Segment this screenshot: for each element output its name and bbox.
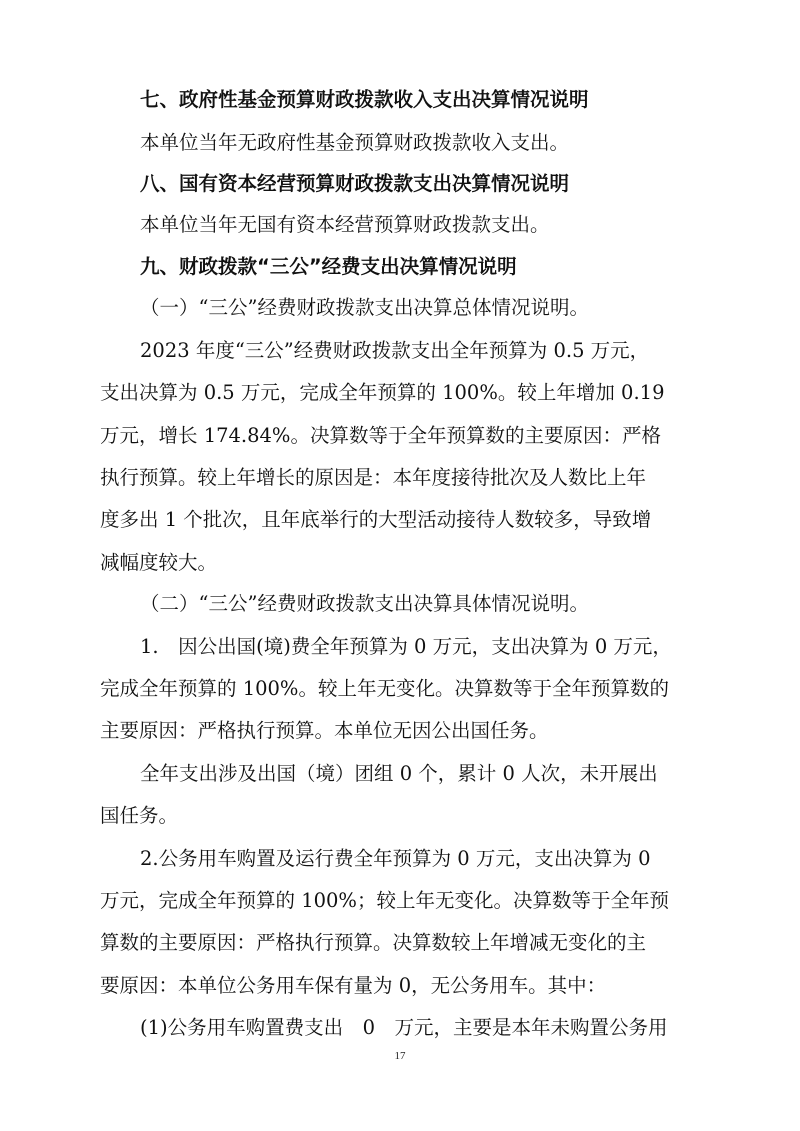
paragraph-line: 减幅度较大。 <box>100 551 218 574</box>
paragraph-line: 执行预算。较上年增长的原因是：本年度接待批次及人数比上年 <box>100 466 647 489</box>
paragraph-line: 2.公务用车购置及运行费全年预算为 0 万元，支出决算为 0 <box>140 847 651 870</box>
paragraph-line: 完成全年预算的 100%。较上年无变化。决算数等于全年预算数的 <box>100 677 669 700</box>
paragraph-line: 万元，完成全年预算的 100%；较上年无变化。决算数等于全年预 <box>100 889 669 912</box>
paragraph-line: (1)公务用车购置费支出 0 万元，主要是本年未购置公务用 <box>140 1016 668 1039</box>
paragraph-line: 万元，增长 174.84%。决算数等于全年预算数的主要原因：严格 <box>100 424 661 447</box>
subsection-heading: （一）“三公”经费财政拨款支出决算总体情况说明。 <box>140 296 589 319</box>
subsection-heading: （二）“三公”经费财政拨款支出决算具体情况说明。 <box>140 592 589 615</box>
paragraph-line: 要原因：本单位公务用车保有量为 0，无公务用车。其中： <box>100 974 607 997</box>
paragraph-line: 1. 因公出国(境)费全年预算为 0 万元，支出决算为 0 万元， <box>140 635 672 658</box>
paragraph-line: 国任务。 <box>100 804 179 827</box>
paragraph-line: 本单位当年无政府性基金预算财政拨款收入支出。 <box>140 131 570 154</box>
paragraph-line: 全年支出涉及出国（境）团组 0 个，累计 0 人次，未开展出 <box>140 762 658 785</box>
section-heading-9: 九、财政拨款“三公”经费支出决算情况说明 <box>140 255 517 278</box>
paragraph-line: 算数的主要原因：严格执行预算。决算数较上年增减无变化的主 <box>100 931 647 954</box>
section-heading-7: 七、政府性基金预算财政拨款收入支出决算情况说明 <box>140 88 589 111</box>
paragraph-line: 2023 年度“三公”经费财政拨款支出全年预算为 0.5 万元， <box>140 339 650 362</box>
paragraph-line: 度多出 1 个批次，且年底举行的大型活动接待人数较多，导致增 <box>100 508 652 531</box>
paragraph-line: 本单位当年无国有资本经营预算财政拨款支出。 <box>140 213 550 236</box>
section-heading-8: 八、国有资本经营预算财政拨款支出决算情况说明 <box>140 172 570 195</box>
page-number: 17 <box>394 1050 406 1062</box>
paragraph-line: 主要原因：严格执行预算。本单位无因公出国任务。 <box>100 719 549 742</box>
paragraph-line: 支出决算为 0.5 万元，完成全年预算的 100%。较上年增加 0.19 <box>100 381 665 404</box>
